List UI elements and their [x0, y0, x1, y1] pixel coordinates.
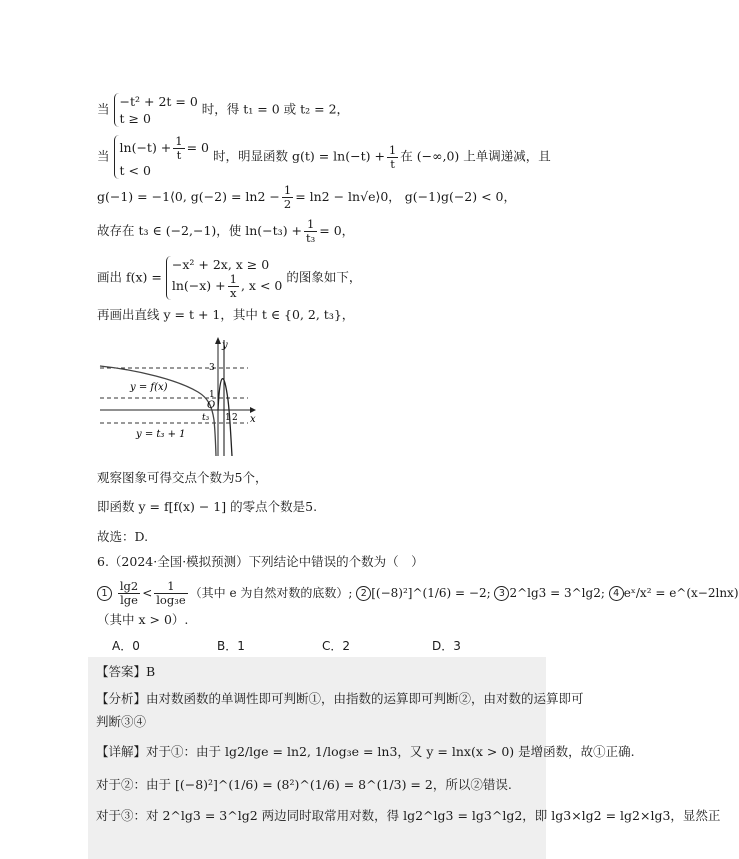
equation-system — [114, 135, 209, 179]
numerator: lg2 — [119, 579, 139, 593]
text: , x < 0 — [240, 278, 283, 293]
option-c[interactable]: C．2 — [322, 639, 351, 653]
denominator: log₃e — [156, 593, 186, 607]
question-statements — [97, 580, 739, 607]
text: eˣ/x² = e^(x−2lnx) — [623, 586, 739, 600]
system-row: −x² + 2x, x ≥ 0 — [171, 257, 270, 272]
system-row: t ≥ 0 — [119, 111, 151, 126]
text: 在 (−∞,0) 上单调递减，且 — [400, 148, 551, 164]
y-axis-arrow — [215, 337, 221, 344]
text: 时，得 t₁ = 0 或 t₂ = 2， — [201, 101, 350, 117]
detail-line-2: 对于②：由于 [(−8)²]^(1/6) = (8²)^(1/6) = 8^(1/3) = 2，所以②错误. — [96, 777, 512, 792]
solution-line-2 — [97, 135, 551, 179]
fraction — [154, 580, 187, 607]
text: = 0， — [319, 223, 355, 238]
solution-line-5 — [97, 256, 361, 300]
x-axis-arrow — [250, 407, 256, 413]
fraction — [173, 135, 184, 162]
option-a[interactable]: A．0 — [112, 639, 140, 653]
text: 当 — [97, 101, 110, 117]
solution-line-9: 故选：D. — [97, 529, 149, 544]
system-row: t < 0 — [119, 163, 151, 178]
detail-line-1: 【详解】对于①：由于 lg2/lge = ln2, 1/log₃e = ln3，又 y = lnx(x > 0) 是增函数，故①正确. — [96, 744, 635, 759]
numerator: 1 — [283, 183, 292, 197]
text: = 0 — [186, 140, 209, 155]
fraction — [282, 184, 293, 211]
text: [(−8)²]^(1/6) = −2; — [371, 586, 491, 600]
fraction — [118, 580, 140, 607]
numerator: 1 — [175, 134, 183, 148]
numerator: 1 — [229, 272, 237, 286]
x-axis-label: x — [250, 414, 256, 425]
text: g(−1) = −1⟨0, g(−2) = ln2 − — [97, 189, 280, 204]
tick-x2: 2 — [232, 413, 238, 423]
text: 2^lg3 = 3^lg2; — [509, 586, 605, 600]
function-graph — [98, 330, 260, 458]
question-title: 6.（2024·全国·模拟预测）下列结论中错误的个数为（ ） — [97, 554, 424, 569]
text: 当 — [97, 148, 110, 164]
text: ln(−x) + — [171, 278, 226, 293]
solution-line-1 — [97, 93, 349, 127]
solution-line-8: 即函数 y = f[f(x) − 1] 的零点个数是5. — [97, 499, 318, 514]
numerator: 1 — [304, 218, 317, 232]
detail-line-3: 对于③：对 2^lg3 = 3^lg2 两边同时取常用对数，得 lg2^lg3 = lg3^lg2，即 lg3×lg2 = lg2×lg3，显然正 — [96, 808, 721, 823]
denominator: t — [176, 148, 182, 162]
denominator: t₃ — [306, 231, 316, 245]
text: 时，明显函数 g(t) = ln(−t) + — [213, 148, 385, 164]
tick-t3: t₃ — [202, 413, 210, 423]
system-row: −t² + 2t = 0 — [119, 94, 198, 109]
solution-line-4 — [97, 218, 354, 245]
statement-marker-2: 2 — [356, 586, 371, 601]
solution-line-6: 再画出直线 y = t + 1，其中 t ∈ {0, 2, t₃}， — [97, 307, 355, 322]
tick-1: 1 — [209, 390, 215, 400]
text: （其中 e 为自然对数的底数）; — [189, 586, 353, 600]
solution-line-3 — [97, 184, 516, 211]
answer-line: 【答案】B — [96, 664, 156, 679]
statement-marker-4: 4 — [609, 586, 624, 601]
fraction — [304, 218, 317, 245]
fraction — [387, 144, 398, 171]
option-b[interactable]: B．1 — [217, 639, 245, 653]
tick-3: 3 — [209, 363, 215, 373]
text: 画出 f(x) = — [97, 269, 162, 285]
denominator: lge — [120, 593, 138, 607]
denominator: 2 — [283, 197, 292, 211]
analysis-line-2: 判断③④ — [96, 714, 147, 729]
equation-system — [114, 93, 198, 127]
text: ln(−t) + — [119, 140, 172, 155]
fraction — [228, 273, 239, 300]
numerator: 1 — [388, 142, 397, 157]
system-row — [120, 135, 209, 162]
tick-x1: 1 — [225, 413, 231, 423]
text: = ln2 − ln√e⟩0， g(−1)g(−2) < 0， — [295, 189, 517, 204]
y-axis-label: y — [222, 340, 228, 351]
text: 的图象如下， — [286, 269, 362, 285]
option-d[interactable]: D．3 — [432, 639, 461, 653]
numerator: 1 — [154, 580, 187, 594]
solution-line-7: 观察图象可得交点个数为5个， — [97, 470, 268, 485]
text: 故存在 t₃ ∈ (−2,−1)，使 ln(−t₃) + — [97, 223, 303, 238]
denominator: t — [390, 156, 395, 171]
curve-left-branch — [100, 366, 216, 456]
statement-marker-1: 1 — [97, 586, 112, 601]
denominator: x — [230, 286, 237, 300]
origin-label: O — [207, 400, 216, 411]
line-label: y = t₃ + 1 — [136, 429, 186, 440]
system-row — [172, 273, 282, 300]
piecewise-function — [166, 256, 282, 300]
question-note: （其中 x > 0）. — [97, 612, 189, 627]
curve-label: y = f(x) — [130, 382, 168, 393]
analysis-line: 【分析】由对数函数的单调性即可判断①，由指数的运算即可判断②，由对数的运算即可 — [96, 691, 584, 706]
text: < — [142, 586, 153, 600]
statement-marker-3: 3 — [494, 586, 509, 601]
